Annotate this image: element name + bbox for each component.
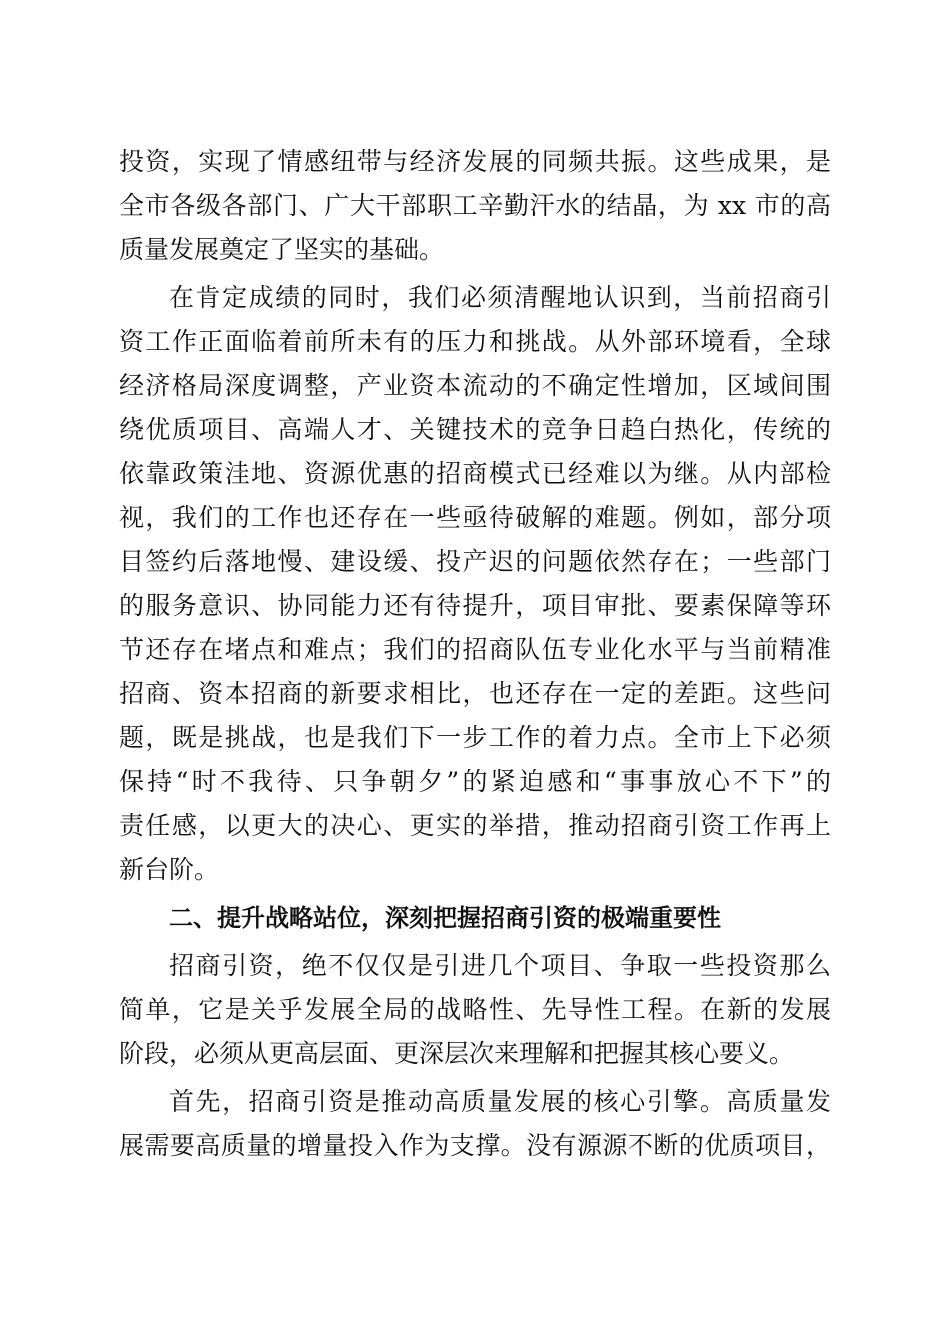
text-line: 全市各级各部门、广大干部职工辛勤汗水的结晶，为 xx 市的高 bbox=[119, 191, 831, 220]
text-line: 题，既是挑战，也是我们下一步工作的着力点。全市上下必须 bbox=[119, 723, 831, 752]
text-line: 招商、资本招商的新要求相比，也还存在一定的差距。这些问 bbox=[119, 679, 831, 708]
text-line: 视，我们的工作也还存在一些亟待破解的难题。例如，部分项 bbox=[119, 503, 831, 532]
text-line: 阶段，必须从更高层面、更深层次来理解和把握其核心要义。 bbox=[119, 1039, 795, 1068]
paragraph-core-engine bbox=[119, 1080, 831, 1168]
paragraph-strategy-intro bbox=[119, 944, 831, 1076]
text-line: 目签约后落地慢、建设缓、投产迟的问题依然存在；一些部门 bbox=[119, 547, 831, 576]
text-line: 展需要高质量的增量投入作为支撑。没有源源不断的优质项目， bbox=[119, 1131, 831, 1160]
text-line: 绕优质项目、高端人才、关键技术的竞争日趋白热化，传统的 bbox=[119, 415, 831, 444]
paragraph-challenges bbox=[119, 276, 831, 892]
text-line: 在肯定成绩的同时，我们必须清醒地认识到，当前招商引 bbox=[169, 283, 831, 312]
text-line: 简单，它是关乎发展全局的战略性、先导性工程。在新的发展 bbox=[119, 995, 831, 1024]
text-line: 新台阶。 bbox=[119, 855, 220, 884]
text-line: 资工作正面临着前所未有的压力和挑战。从外部环境看，全球 bbox=[119, 327, 831, 356]
text-line: 的服务意识、协同能力还有待提升，项目审批、要素保障等环 bbox=[119, 591, 831, 620]
text-line: 投资，实现了情感纽带与经济发展的同频共振。这些成果，是 bbox=[119, 147, 831, 176]
text-line: 依靠政策洼地、资源优惠的招商模式已经难以为继。从内部检 bbox=[119, 459, 831, 488]
text-line: 首先，招商引资是推动高质量发展的核心引擎。高质量发 bbox=[169, 1087, 831, 1116]
paragraph-continuation bbox=[119, 140, 831, 272]
text-line: 责任感，以更大的决心、更实的举措，推动招商引资工作再上 bbox=[119, 811, 831, 840]
text-line: 经济格局深度调整，产业资本流动的不确定性增加，区域间围 bbox=[119, 371, 831, 400]
text-line: 保持“时不我待、只争朝夕”的紧迫感和“事事放心不下”的 bbox=[119, 767, 831, 796]
heading-text: 二、提升战略站位，深刻把握招商引资的极端重要性 bbox=[169, 904, 721, 932]
text-line: 质量发展奠定了坚实的基础。 bbox=[119, 235, 445, 264]
text-line: 节还存在堵点和难点；我们的招商队伍专业化水平与当前精准 bbox=[119, 635, 831, 664]
text-line: 招商引资，绝不仅仅是引进几个项目、争取一些投资那么 bbox=[169, 951, 831, 980]
section-heading bbox=[119, 896, 831, 940]
